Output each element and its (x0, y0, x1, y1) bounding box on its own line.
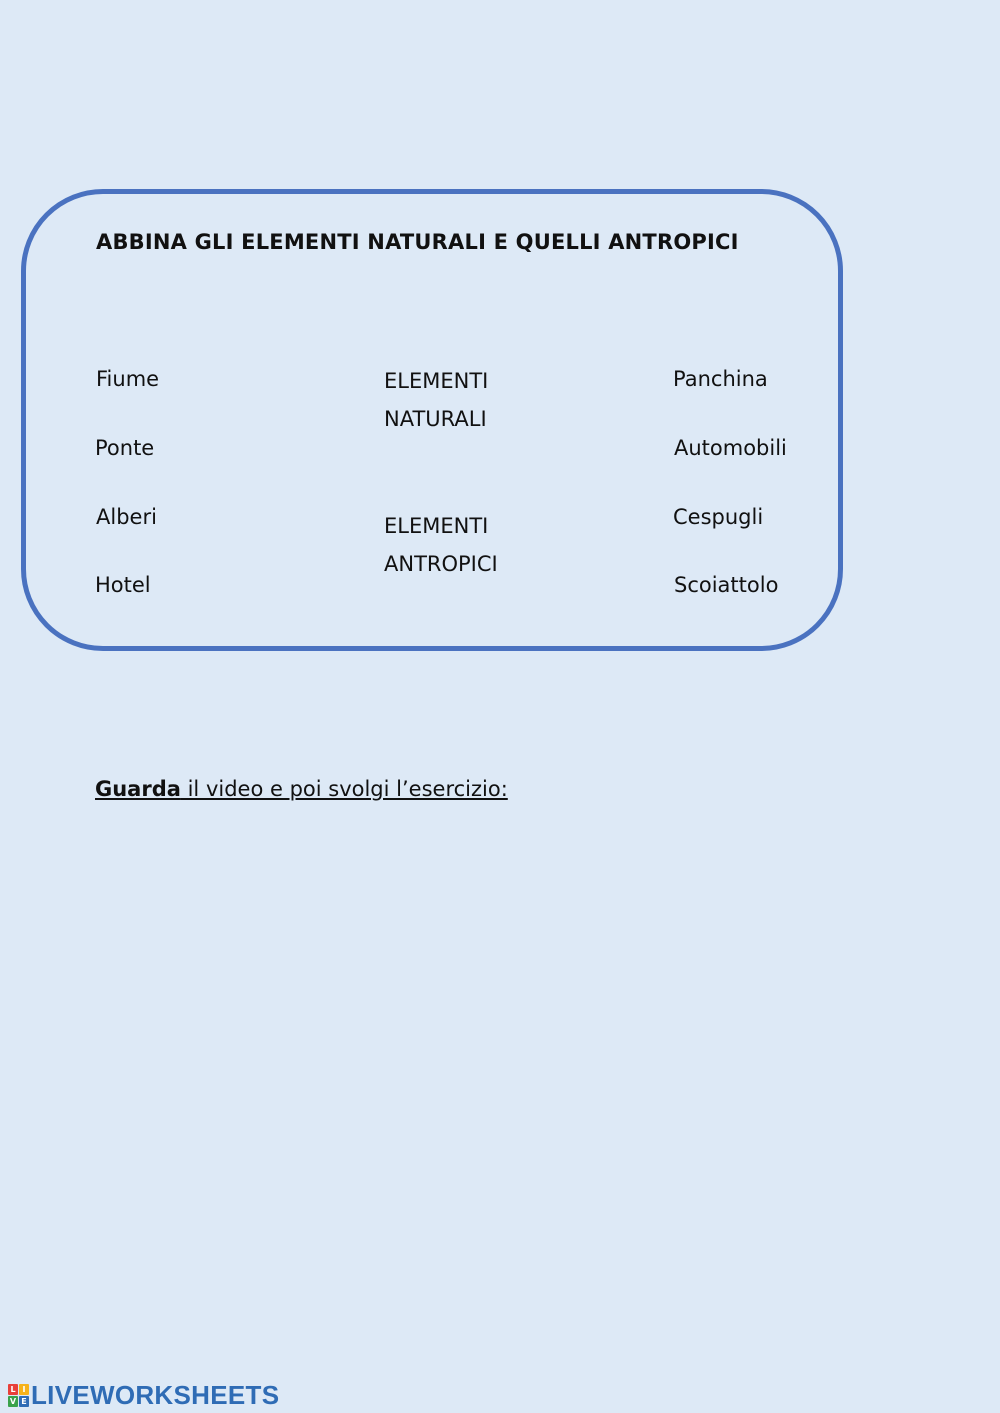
category-antropici-line2: ANTROPICI (384, 552, 498, 576)
exercise-title: ABBINA GLI ELEMENTI NATURALI E QUELLI ANTROPICI (96, 230, 739, 254)
logo-block-l: L (8, 1384, 18, 1395)
word-item-automobili[interactable]: Automobili (674, 436, 787, 460)
liveworksheets-logo[interactable] (8, 1381, 279, 1409)
word-item-hotel[interactable]: Hotel (95, 573, 151, 597)
word-item-panchina[interactable]: Panchina (673, 367, 768, 391)
logo-text: LIVEWORKSHEETS (31, 1379, 280, 1410)
category-antropici[interactable] (384, 507, 498, 583)
word-item-ponte[interactable]: Ponte (95, 436, 155, 460)
word-item-cespugli[interactable]: Cespugli (673, 505, 764, 529)
logo-block-e: E (19, 1396, 29, 1407)
category-naturali[interactable] (384, 362, 488, 438)
word-item-alberi[interactable]: Alberi (96, 505, 157, 529)
category-antropici-line1: ELEMENTI (384, 514, 489, 538)
video-instruction (95, 777, 508, 801)
word-item-scoiattolo[interactable]: Scoiattolo (674, 573, 779, 597)
logo-blocks-icon (8, 1384, 29, 1407)
instruction-text: il video e poi svolgi l’esercizio: (180, 777, 508, 801)
word-item-fiume[interactable]: Fiume (96, 367, 160, 391)
instruction-emphasis: Guarda (95, 777, 181, 801)
logo-block-v: V (9, 1396, 17, 1406)
category-naturali-line2: NATURALI (384, 407, 487, 431)
category-naturali-line1: ELEMENTI (384, 369, 489, 393)
logo-block-i: I (19, 1384, 29, 1395)
